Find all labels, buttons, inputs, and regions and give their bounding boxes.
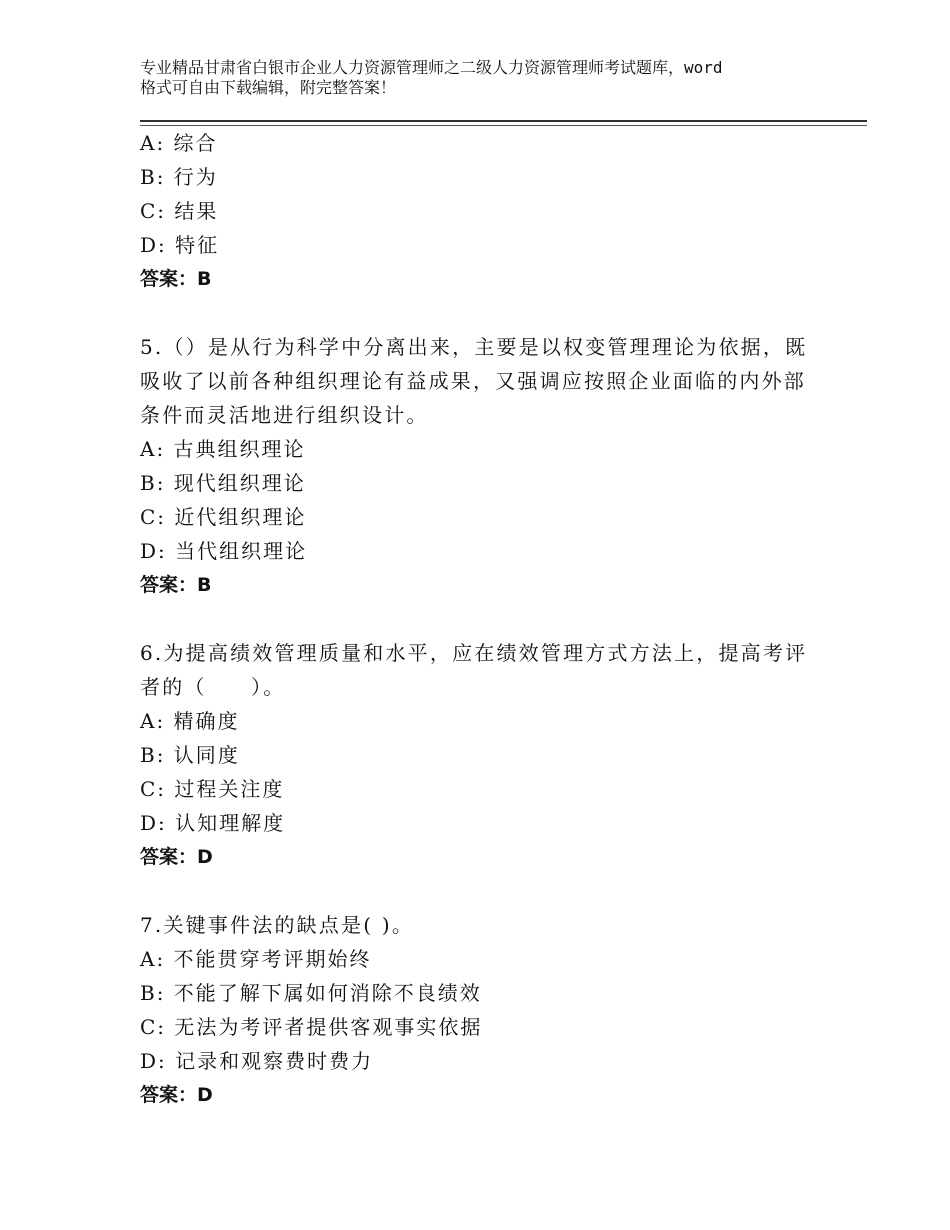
question-stem [140, 330, 830, 432]
question-6 [140, 636, 830, 874]
header-divider-thick [140, 120, 867, 122]
option-b: B: 认同度 [140, 743, 240, 767]
option-c: C: 近代组织理论 [140, 505, 307, 529]
answer: 答案：D [140, 846, 213, 868]
question-5 [140, 330, 830, 602]
question-list [140, 126, 830, 1112]
answer: 答案：B [140, 574, 212, 596]
header-line-1: 专业精品甘肃省白银市企业人力资源管理师之二级人力资源管理师考试题库，word [140, 58, 723, 77]
option-c: C: 无法为考评者提供客观事实依据 [140, 1015, 483, 1039]
question-4-continued [140, 126, 830, 296]
question-stem [140, 636, 830, 704]
stem-line: 者的（ ）。 [140, 675, 286, 699]
stem-line: 7.关键事件法的缺点是( )。 [140, 913, 415, 937]
question-7 [140, 908, 830, 1112]
option-b: B: 现代组织理论 [140, 471, 306, 495]
option-a: A: 不能贯穿考评期始终 [140, 947, 372, 971]
answer: 答案：D [140, 1084, 213, 1106]
option-b: B: 不能了解下属如何消除不良绩效 [140, 981, 482, 1005]
option-a: A: 精确度 [140, 709, 240, 733]
stem-line: 条件而灵活地进行组织设计。 [140, 403, 429, 427]
option-d: D: 当代组织理论 [140, 539, 308, 563]
option-d: D: 特征 [140, 233, 220, 257]
document-header [140, 58, 830, 98]
stem-line: 吸收了以前各种组织理论有益成果，又强调应按照企业面临的内外部 [140, 369, 806, 393]
stem-line: 5.（）是从行为科学中分离出来，主要是以权变管理理论为依据，既 [140, 335, 808, 359]
answer: 答案：B [140, 268, 212, 290]
option-b: B: 行为 [140, 165, 218, 189]
option-d: D: 认知理解度 [140, 811, 286, 835]
option-a: A: 古典组织理论 [140, 437, 306, 461]
option-d: D: 记录和观察费时费力 [140, 1049, 374, 1073]
option-c: C: 过程关注度 [140, 777, 285, 801]
question-stem [140, 908, 830, 942]
option-a: A: 综合 [140, 131, 218, 155]
stem-line: 6.为提高绩效管理质量和水平，应在绩效管理方式方法上，提高考评 [140, 641, 808, 665]
option-c: C: 结果 [140, 199, 219, 223]
header-line-2: 格式可自由下载编辑，附完整答案！ [140, 78, 397, 97]
